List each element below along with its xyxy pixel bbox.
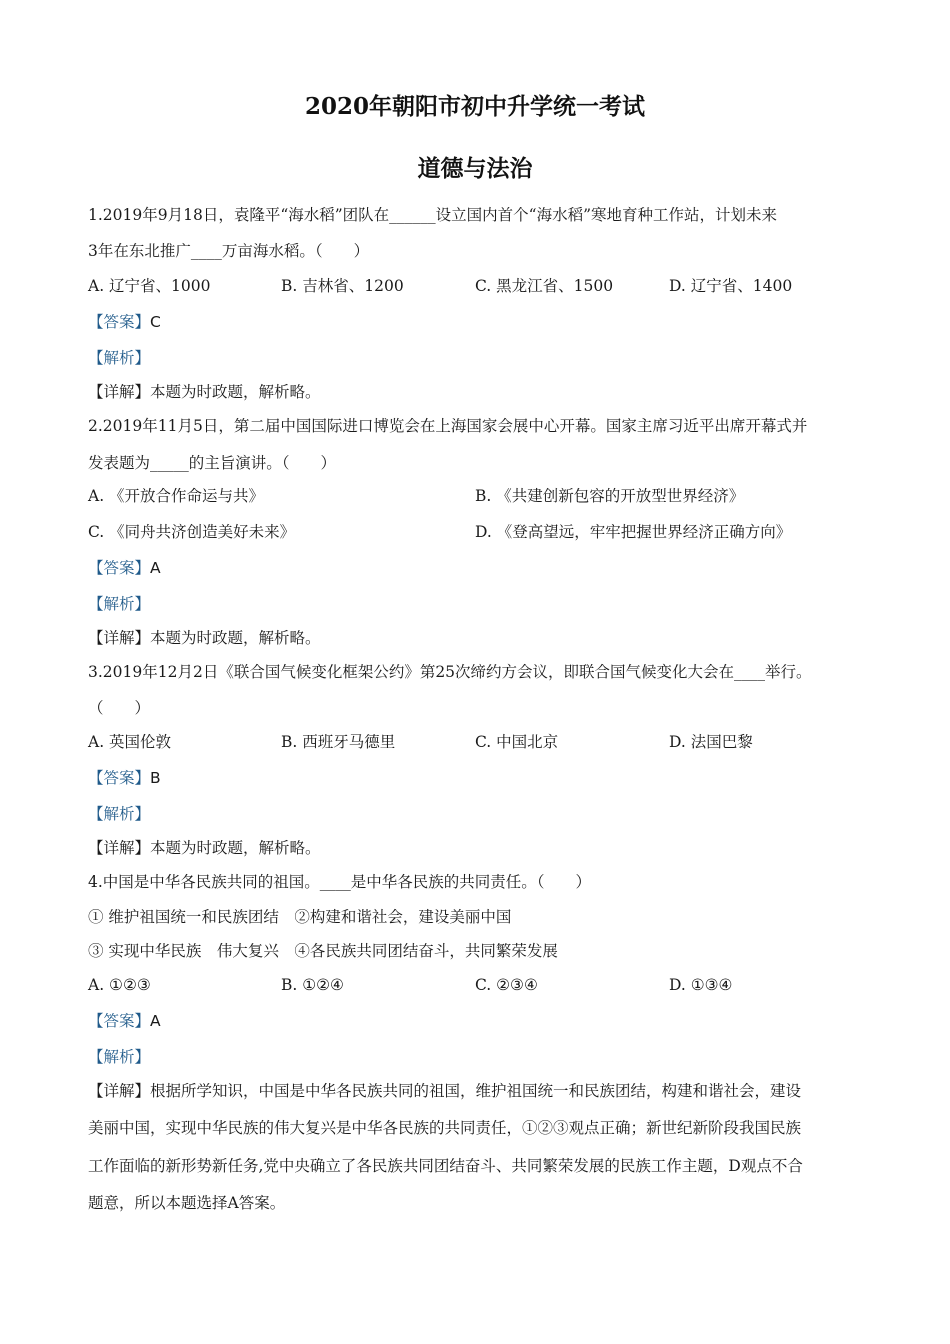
q4-option-c: C. ②③④ — [475, 976, 538, 994]
q4-stem-line1: 4.中国是中华各民族共同的祖国。____是中华各民族的共同责任。（ ） — [88, 873, 592, 891]
q3-option-d: D. 法国巴黎 — [669, 733, 753, 751]
q4-detail-line4: 题意，所以本题选择A答案。 — [88, 1194, 286, 1212]
answer-label: 【答案】 — [88, 769, 151, 787]
q2-stem-line1: 2.2019年11月5日，第二届中国国际进口博览会在上海国家会展中心开幕。国家主席习近平出席开幕式并 — [88, 417, 808, 435]
answer-label: 【答案】 — [88, 313, 151, 331]
analysis-label: 【解析】 — [88, 1048, 151, 1066]
q2-answer — [88, 558, 161, 578]
q3-option-c: C. 中国北京 — [475, 733, 559, 751]
q4-answer-value: A — [150, 1012, 161, 1030]
q3-answer-value: B — [150, 769, 161, 787]
q3-detail — [88, 838, 321, 858]
q2-stem-line2: 发表题为_____的主旨演讲。（ ） — [88, 454, 337, 472]
q3-option-b: B. 西班牙马德里 — [281, 733, 396, 751]
q3-detail-text: 本题为时政题，解析略。 — [150, 839, 321, 857]
q1-detail — [88, 382, 321, 402]
q1-option-a: A. 辽宁省、1000 — [88, 277, 211, 295]
q2-option-c: C. 《同舟共济创造美好未来》 — [88, 523, 296, 541]
subject-title: 道德与法治 — [417, 155, 533, 182]
detail-label: 【详解】 — [88, 383, 151, 401]
q3-stem-line1: 3.2019年12月2日《联合国气候变化框架公约》第25次缔约方会议，即联合国气候变化大会在____举行。 — [88, 663, 812, 681]
q2-option-a: A. 《开放合作命运与共》 — [88, 487, 265, 505]
q1-answer — [88, 312, 161, 332]
detail-label: 【详解】 — [88, 629, 151, 647]
q2-answer-value: A — [150, 559, 161, 577]
q1-option-b: B. 吉林省、1200 — [281, 277, 404, 295]
answer-label: 【答案】 — [88, 559, 151, 577]
q4-stem-line3: ③ 实现中华民族 伟大复兴 ④各民族共同团结奋斗，共同繁荣发展 — [88, 942, 558, 960]
q4-detail-line3: 工作面临的新形势新任务,党中央确立了各民族共同团结奋斗、共同繁荣发展的民族工作主题，D观点不合 — [88, 1157, 803, 1175]
q1-analysis — [88, 348, 150, 368]
detail-label: 【详解】 — [88, 1082, 151, 1100]
q3-answer — [88, 768, 161, 788]
q2-detail — [88, 628, 321, 648]
q4-option-b: B. ①②④ — [281, 976, 344, 994]
q1-option-d: D. 辽宁省、1400 — [669, 277, 793, 295]
q1-stem-line2: 3年在东北推广____万亩海水稻。（ ） — [88, 242, 370, 260]
q1-option-c: C. 黑龙江省、1500 — [475, 277, 614, 295]
q3-option-a: A. 英国伦敦 — [88, 733, 172, 751]
q2-option-b: B. 《共建创新包容的开放型世界经济》 — [475, 487, 745, 505]
q3-analysis — [88, 804, 150, 824]
q3-stem-line2: （ ） — [88, 699, 151, 717]
q4-detail-line2: 美丽中国，实现中华民族的伟大复兴是中华各民族的共同责任，①②③观点正确；新世纪新阶段我国民族 — [88, 1119, 802, 1137]
analysis-label: 【解析】 — [88, 805, 151, 823]
answer-label: 【答案】 — [88, 1012, 151, 1030]
q4-detail-line1 — [88, 1081, 801, 1101]
q2-option-d: D. 《登高望远，牢牢把握世界经济正确方向》 — [475, 523, 792, 541]
q1-answer-value: C — [150, 313, 161, 331]
q2-detail-text: 本题为时政题，解析略。 — [150, 629, 321, 647]
exam-title: 2020年朝阳市初中升学统一考试 — [304, 93, 645, 120]
analysis-label: 【解析】 — [88, 595, 151, 613]
q4-analysis — [88, 1047, 150, 1067]
detail-label: 【详解】 — [88, 839, 151, 857]
q1-detail-text: 本题为时政题，解析略。 — [150, 383, 321, 401]
analysis-label: 【解析】 — [88, 349, 151, 367]
q2-analysis — [88, 594, 150, 614]
q4-option-a: A. ①②③ — [88, 976, 151, 994]
q4-detail-text-1: 根据所学知识，中国是中华各民族共同的祖国，维护祖国统一和民族团结，构建和谐社会，建设 — [150, 1082, 802, 1100]
q4-stem-line2: ① 维护祖国统一和民族团结 ②构建和谐社会，建设美丽中国 — [88, 908, 512, 926]
q4-option-d: D. ①③④ — [669, 976, 733, 994]
q4-answer — [88, 1011, 161, 1031]
q1-stem-line1: 1.2019年9月18日，袁隆平“海水稻”团队在______设立国内首个“海水稻”寒地育种工作站，计划未来 — [88, 206, 778, 224]
